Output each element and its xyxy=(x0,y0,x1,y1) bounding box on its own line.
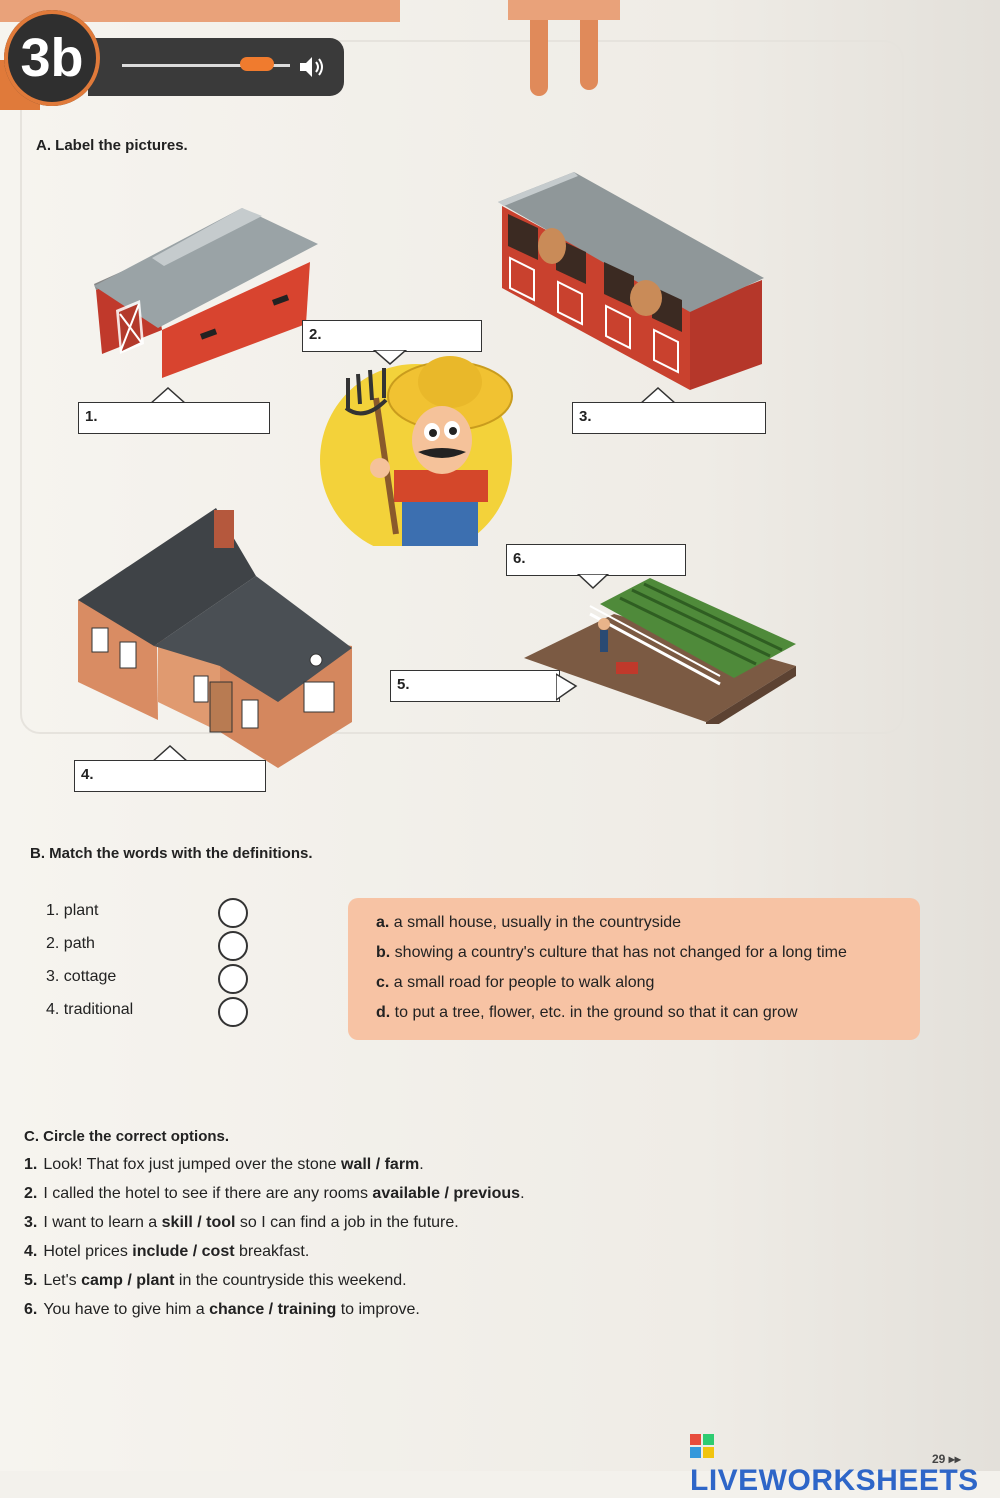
label-number: 2. xyxy=(309,326,322,343)
option-1[interactable]: chance xyxy=(209,1301,265,1318)
label-box-3 xyxy=(572,402,766,434)
definition-d xyxy=(376,1004,798,1022)
answer-circle-2[interactable] xyxy=(218,931,248,961)
sentence-4 xyxy=(24,1243,525,1272)
label-box-1 xyxy=(78,402,270,434)
word-label: 2. path xyxy=(46,935,95,952)
option-separator: / xyxy=(188,1243,202,1260)
sentence-6 xyxy=(24,1301,525,1330)
label-box-4 xyxy=(74,760,266,792)
label-input-4[interactable] xyxy=(101,764,261,788)
option-1[interactable]: available xyxy=(372,1185,441,1202)
label-number: 6. xyxy=(513,550,526,567)
definitions-panel xyxy=(348,898,920,1040)
sentence-3 xyxy=(24,1214,525,1243)
brand-name: LIVEWORKSHEETS xyxy=(690,1464,979,1497)
barn-illustration xyxy=(92,204,322,382)
page-number-value: 29 xyxy=(932,1452,946,1466)
option-2[interactable]: training xyxy=(277,1301,337,1318)
unit-badge: 3b xyxy=(4,10,100,106)
word-label: 4. traditional xyxy=(46,1001,134,1018)
option-1[interactable]: skill xyxy=(161,1214,193,1231)
option-separator: / xyxy=(192,1214,207,1231)
cottage-illustration xyxy=(74,506,360,772)
label-input-6[interactable] xyxy=(533,548,681,572)
label-box-2 xyxy=(302,320,482,352)
word-row xyxy=(46,964,286,997)
label-box-6 xyxy=(506,544,686,576)
label-input-3[interactable] xyxy=(599,406,761,430)
word-label: 3. cottage xyxy=(46,968,117,985)
definition-text: a small house, usually in the countryside xyxy=(393,914,682,931)
label-number: 4. xyxy=(81,766,94,783)
sentence-text: so I can find a job in the future. xyxy=(239,1214,459,1231)
label-input-2[interactable] xyxy=(329,324,477,348)
label-number: 3. xyxy=(579,408,592,425)
definition-text: a small road for people to walk along xyxy=(393,974,655,991)
exercise-a-title: A. Label the pictures. xyxy=(36,137,188,154)
label-input-5[interactable] xyxy=(417,674,555,698)
sentence-text: . xyxy=(520,1185,525,1202)
option-1[interactable]: camp xyxy=(81,1272,123,1289)
label-pointer xyxy=(556,672,578,702)
sentence-number: 4. xyxy=(24,1243,38,1260)
volume-icon[interactable] xyxy=(296,52,326,82)
sentence-5 xyxy=(24,1272,525,1301)
label-pointer xyxy=(576,574,610,590)
answer-circle-4[interactable] xyxy=(218,997,248,1027)
definition-a xyxy=(376,914,681,932)
liveworksheets-icon xyxy=(690,1434,714,1458)
answer-circle-1[interactable] xyxy=(218,898,248,928)
option-2[interactable]: farm xyxy=(384,1156,420,1173)
sentence-list xyxy=(24,1156,525,1330)
option-2[interactable]: plant xyxy=(136,1272,175,1289)
word-row xyxy=(46,898,286,931)
answer-circle-3[interactable] xyxy=(218,964,248,994)
option-separator: / xyxy=(264,1301,278,1318)
option-1[interactable]: include xyxy=(132,1243,189,1260)
word-label: 1. plant xyxy=(46,902,99,919)
definition-letter: b. xyxy=(376,944,391,961)
definition-letter: a. xyxy=(376,914,390,931)
page-number: 29 ▸▸ xyxy=(932,1452,961,1466)
sentence-text: You have to give him a xyxy=(43,1301,205,1318)
sentence-number: 6. xyxy=(24,1301,38,1318)
option-2[interactable]: cost xyxy=(201,1243,235,1260)
option-separator: / xyxy=(122,1272,137,1289)
option-1[interactable]: wall xyxy=(341,1156,372,1173)
definition-c xyxy=(376,974,654,992)
option-2[interactable]: previous xyxy=(453,1185,521,1202)
sentence-text: I want to learn a xyxy=(43,1214,158,1231)
label-number: 5. xyxy=(397,676,410,693)
definition-b xyxy=(376,944,847,962)
label-pointer xyxy=(372,350,408,366)
definition-letter: d. xyxy=(376,1004,391,1021)
sentence-text: in the countryside this weekend. xyxy=(178,1272,407,1289)
label-input-1[interactable] xyxy=(105,406,265,430)
sentence-number: 3. xyxy=(24,1214,38,1231)
sentence-text: . xyxy=(419,1156,424,1173)
word-list xyxy=(46,898,286,1030)
label-number: 1. xyxy=(85,408,98,425)
sentence-number: 5. xyxy=(24,1272,38,1289)
sentence-text: Let's xyxy=(43,1272,77,1289)
exercise-c-title: C. Circle the correct options. xyxy=(24,1128,230,1145)
option-2[interactable]: tool xyxy=(206,1214,236,1231)
option-separator: / xyxy=(371,1156,385,1173)
sentence-text: I called the hotel to see if there are any rooms xyxy=(43,1185,368,1202)
sentence-2 xyxy=(24,1185,525,1214)
definition-text: to put a tree, flower, etc. in the ground so that it can grow xyxy=(394,1004,798,1021)
option-separator: / xyxy=(440,1185,454,1202)
sentence-1 xyxy=(24,1156,525,1185)
word-row xyxy=(46,997,286,1030)
exercise-b-title: B. Match the words with the definitions. xyxy=(30,845,313,862)
sentence-text: Look! That fox just jumped over the stone xyxy=(43,1156,337,1173)
sentence-text: breakfast. xyxy=(239,1243,310,1260)
sentence-text: Hotel prices xyxy=(43,1243,128,1260)
definition-letter: c. xyxy=(376,974,390,991)
sentence-number: 1. xyxy=(24,1156,38,1173)
sentence-text: to improve. xyxy=(340,1301,420,1318)
word-row xyxy=(46,931,286,964)
sentence-number: 2. xyxy=(24,1185,38,1202)
audio-progress-handle[interactable] xyxy=(240,57,274,71)
drip-decoration xyxy=(508,0,620,20)
audio-player xyxy=(88,38,344,96)
label-box-5 xyxy=(390,670,560,702)
definition-text: showing a country's culture that has not changed for a long time xyxy=(394,944,847,961)
stable-illustration xyxy=(494,168,766,398)
